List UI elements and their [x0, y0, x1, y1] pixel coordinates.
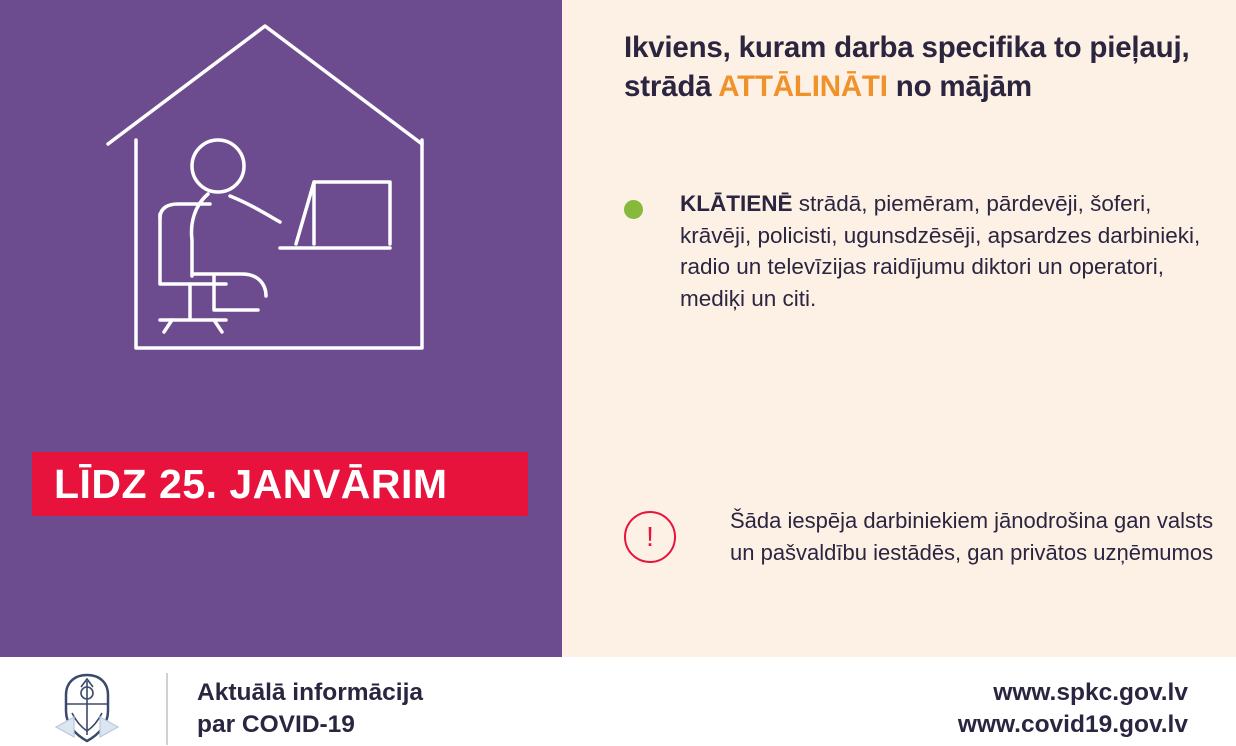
- note-text: Šāda iespēja darbiniekiem jānodrošina gan valsts un pašvaldību iestādēs, gan privātos uzņēmumos: [730, 508, 1214, 565]
- right-panel: [562, 0, 1236, 657]
- note-item: [624, 505, 1224, 569]
- headline-part1: Ikviens, kuram darba specifika to pieļauj, strādā: [624, 31, 1190, 104]
- headline-accent: ATTĀLINĀTI: [718, 70, 888, 104]
- footer-info-line2: par COVID-19: [197, 710, 355, 738]
- footer-links: [958, 677, 1188, 742]
- person-working-at-home-illustration: [90, 18, 470, 378]
- date-banner-text: LĪDZ 25. JANVĀRIM: [54, 460, 448, 507]
- footer: [0, 657, 1236, 746]
- exclamation-circle-icon: !: [624, 511, 676, 563]
- footer-divider: [166, 673, 168, 745]
- left-panel: [0, 0, 562, 657]
- bullet-lead: KLĀTIENĒ: [680, 191, 793, 216]
- date-banner: [32, 452, 528, 516]
- link-covid19[interactable]: www.covid19.gov.lv: [957, 711, 1188, 739]
- link-spkc[interactable]: www.spkc.gov.lv: [993, 679, 1188, 706]
- bullet-item: [624, 188, 1224, 314]
- bullet-body: strādā, piemēram, pārdevēji, šoferi, krāvēji, policisti, ugunsdzēsēji, apsardzes darbinieki, radio un televīzijas raidījumu diktori un operatori, mediķi un citi.: [680, 191, 1201, 311]
- bullet-text: [680, 188, 1224, 314]
- footer-info-line1: Aktuālā informācija: [197, 679, 424, 706]
- headline: [624, 28, 1204, 106]
- headline-part2: no mājām: [887, 70, 1032, 104]
- footer-info: [197, 677, 423, 741]
- latvia-coat-of-arms-icon: [48, 671, 126, 745]
- bullet-dot-icon: [624, 200, 643, 219]
